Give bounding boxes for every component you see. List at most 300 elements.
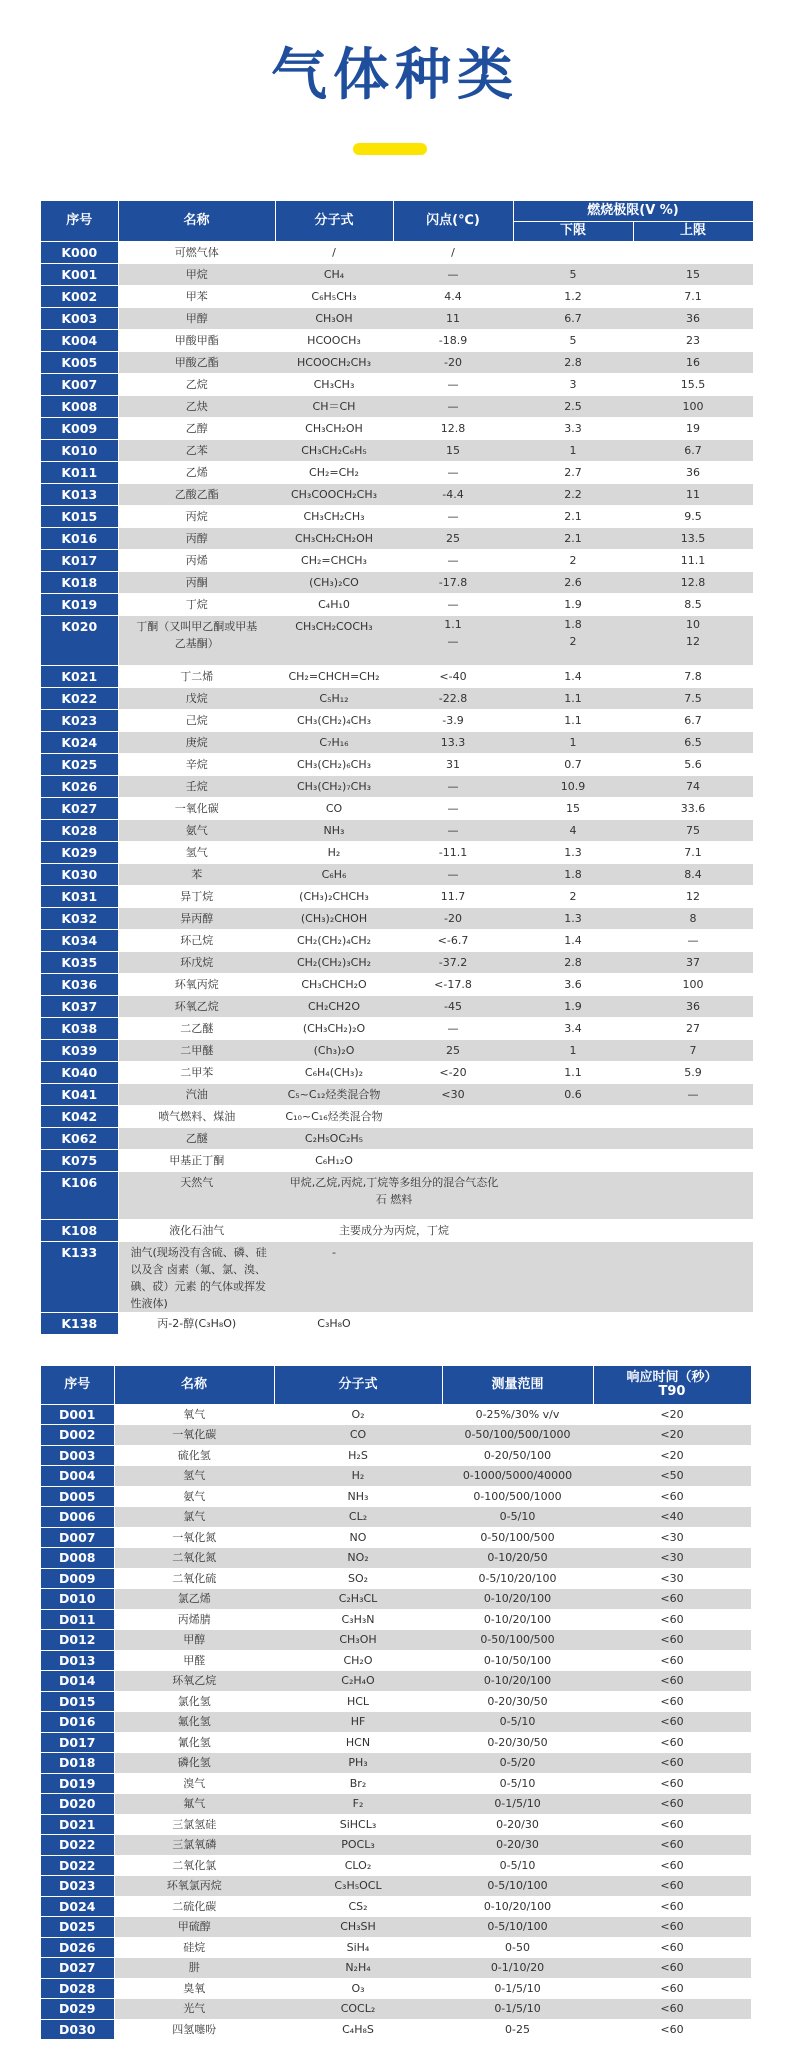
row-formula: POCL₃ bbox=[274, 1835, 442, 1856]
table-row bbox=[41, 1171, 753, 1219]
table-row bbox=[41, 241, 753, 263]
row-id: D030 bbox=[41, 2019, 114, 2040]
col-header-range: 测量范围 bbox=[442, 1366, 593, 1404]
table-row bbox=[41, 1486, 751, 1507]
row-name: 氧气 bbox=[114, 1404, 274, 1425]
row-formula: C₃H₈O bbox=[275, 1312, 393, 1334]
row-name: 氢气 bbox=[118, 841, 275, 863]
row-response-time: <60 bbox=[593, 1917, 751, 1938]
row-response-time: <60 bbox=[593, 1814, 751, 1835]
row-formula: CH₃CH₂COCH₃ bbox=[275, 615, 393, 665]
row-range: 0-1/10/20 bbox=[442, 1958, 593, 1979]
row-name: 肼 bbox=[114, 1958, 274, 1979]
row-name: 乙烷 bbox=[118, 373, 275, 395]
row-response-time: <20 bbox=[593, 1404, 751, 1425]
row-flash-point bbox=[393, 1105, 513, 1127]
row-id: K039 bbox=[41, 1039, 118, 1061]
row-upper-limit: 15.5 bbox=[633, 373, 753, 395]
row-name: 臭氧 bbox=[114, 1978, 274, 1999]
row-id: K003 bbox=[41, 307, 118, 329]
table-row bbox=[41, 709, 753, 731]
row-id: K133 bbox=[41, 1241, 118, 1312]
row-id: K062 bbox=[41, 1127, 118, 1149]
table-row bbox=[41, 995, 753, 1017]
row-name: 环氧氯丙烷 bbox=[114, 1876, 274, 1897]
row-formula: CH₃COOCH₂CH₃ bbox=[275, 483, 393, 505]
row-lower-limit: 1.2 bbox=[513, 285, 633, 307]
row-name: 二氧化氮 bbox=[114, 1548, 274, 1569]
col-header-lower: 下限 bbox=[513, 221, 633, 241]
row-name: 苯 bbox=[118, 863, 275, 885]
row-upper-limit: 16 bbox=[633, 351, 753, 373]
row-flash-point: 31 bbox=[393, 753, 513, 775]
row-lower-limit: 3 bbox=[513, 373, 633, 395]
row-formula: C₄H₈S bbox=[274, 2019, 442, 2040]
row-response-time: <60 bbox=[593, 1753, 751, 1774]
row-id: D018 bbox=[41, 1753, 114, 1774]
row-response-time: <30 bbox=[593, 1527, 751, 1548]
table-row bbox=[41, 1105, 753, 1127]
row-flash-point: -20 bbox=[393, 351, 513, 373]
row-id: D024 bbox=[41, 1896, 114, 1917]
row-flash-point: — bbox=[393, 797, 513, 819]
row-flash-point: <-17.8 bbox=[393, 973, 513, 995]
row-formula: SiH₄ bbox=[274, 1937, 442, 1958]
row-upper-limit: 36 bbox=[633, 307, 753, 329]
row-upper-limit bbox=[633, 1149, 753, 1171]
row-lower-limit: 2.6 bbox=[513, 571, 633, 593]
row-name: 甲酸乙酯 bbox=[118, 351, 275, 373]
row-name: 丁烷 bbox=[118, 593, 275, 615]
row-range: 0-1000/5000/40000 bbox=[442, 1466, 593, 1487]
row-id: K001 bbox=[41, 263, 118, 285]
row-formula: C₅~C₁₂烃类混合物 bbox=[275, 1083, 393, 1105]
row-upper-limit: 100 bbox=[633, 395, 753, 417]
row-name: 一氧化碳 bbox=[114, 1425, 274, 1446]
table-row bbox=[41, 1083, 753, 1105]
row-upper-limit bbox=[633, 1105, 753, 1127]
row-name: 二氧化氯 bbox=[114, 1855, 274, 1876]
row-lower-limit: 1.1 bbox=[513, 687, 633, 709]
row-formula: NO bbox=[274, 1527, 442, 1548]
row-lower-limit bbox=[513, 1312, 633, 1334]
row-lower-limit: 1.4 bbox=[513, 665, 633, 687]
row-id: K035 bbox=[41, 951, 118, 973]
table-row bbox=[41, 1445, 751, 1466]
col-header-upper: 上限 bbox=[633, 221, 753, 241]
row-upper-limit: 5.9 bbox=[633, 1061, 753, 1083]
table-row bbox=[41, 285, 753, 307]
row-response-time: <60 bbox=[593, 1773, 751, 1794]
row-name: 乙醇 bbox=[118, 417, 275, 439]
table-row bbox=[41, 439, 753, 461]
row-flash-point: — bbox=[393, 395, 513, 417]
table-row bbox=[41, 1609, 751, 1630]
row-upper-limit: — bbox=[633, 1083, 753, 1105]
row-upper-limit bbox=[633, 241, 753, 263]
row-range: 0-1/5/10 bbox=[442, 1999, 593, 2020]
row-range: 0-25 bbox=[442, 2019, 593, 2040]
row-id: K037 bbox=[41, 995, 118, 1017]
table-row bbox=[41, 973, 753, 995]
row-id: D005 bbox=[41, 1486, 114, 1507]
row-upper-limit bbox=[633, 1312, 753, 1334]
row-formula: O₂ bbox=[274, 1404, 442, 1425]
row-flash-point bbox=[393, 1312, 513, 1334]
row-range: 0-5/10 bbox=[442, 1773, 593, 1794]
table-row bbox=[41, 1937, 751, 1958]
row-upper-limit bbox=[633, 1127, 753, 1149]
row-formula: (CH₃)₂CHOH bbox=[275, 907, 393, 929]
row-upper-limit-value: 12 bbox=[686, 634, 700, 648]
row-lower-limit bbox=[513, 241, 633, 263]
flammable-gas-table bbox=[41, 201, 754, 1335]
row-id: D015 bbox=[41, 1691, 114, 1712]
row-upper-limit: 6.5 bbox=[633, 731, 753, 753]
row-lower-limit: 4 bbox=[513, 819, 633, 841]
row-range: 0-5/10 bbox=[442, 1712, 593, 1733]
page-title: 气体种类 bbox=[271, 43, 519, 108]
table-row bbox=[41, 1671, 751, 1692]
row-lower-limit: 1 bbox=[513, 439, 633, 461]
row-formula: C₃H₅OCL bbox=[274, 1876, 442, 1897]
table-row bbox=[41, 1773, 751, 1794]
row-id: D003 bbox=[41, 1445, 114, 1466]
row-formula: CH₃SH bbox=[274, 1917, 442, 1938]
row-response-time: <60 bbox=[593, 1937, 751, 1958]
row-response-time: <60 bbox=[593, 1978, 751, 1999]
row-upper-limit: 74 bbox=[633, 775, 753, 797]
row-flash-point: -20 bbox=[393, 907, 513, 929]
row-response-time: <60 bbox=[593, 1712, 751, 1733]
row-id: D008 bbox=[41, 1548, 114, 1569]
row-formula: C₄H₁0 bbox=[275, 593, 393, 615]
row-lower-limit bbox=[513, 1241, 633, 1312]
row-name: 环氧乙烷 bbox=[114, 1671, 274, 1692]
table-row bbox=[41, 329, 753, 351]
row-range: 0-100/500/1000 bbox=[442, 1486, 593, 1507]
row-lower-limit: 1.1 bbox=[513, 1061, 633, 1083]
row-upper-limit: 36 bbox=[633, 461, 753, 483]
row-name: 甲醇 bbox=[118, 307, 275, 329]
row-id: D028 bbox=[41, 1978, 114, 1999]
row-formula: C₃H₃N bbox=[274, 1609, 442, 1630]
row-formula: / bbox=[275, 241, 393, 263]
row-id: K106 bbox=[41, 1171, 118, 1219]
row-formula: Br₂ bbox=[274, 1773, 442, 1794]
row-upper-limit: 33.6 bbox=[633, 797, 753, 819]
row-name: 异丁烷 bbox=[118, 885, 275, 907]
row-id: D021 bbox=[41, 1814, 114, 1835]
row-id: D017 bbox=[41, 1732, 114, 1753]
row-range: 0-20/30/50 bbox=[442, 1691, 593, 1712]
table-row bbox=[41, 373, 753, 395]
row-formula: C₂H₃CL bbox=[274, 1589, 442, 1610]
row-id: K009 bbox=[41, 417, 118, 439]
row-formula: CH₃CH₂CH₃ bbox=[275, 505, 393, 527]
row-range: 0-5/10/20/100 bbox=[442, 1568, 593, 1589]
row-upper-limit: 7.8 bbox=[633, 665, 753, 687]
row-id: K075 bbox=[41, 1149, 118, 1171]
row-id: K031 bbox=[41, 885, 118, 907]
row-formula: CH₂=CH₂ bbox=[275, 461, 393, 483]
row-flash-point: — bbox=[393, 1017, 513, 1039]
table-row bbox=[41, 2019, 751, 2040]
table-row bbox=[41, 1814, 751, 1835]
row-id: D016 bbox=[41, 1712, 114, 1733]
row-formula: C₆H₅CH₃ bbox=[275, 285, 393, 307]
row-flash-point: — bbox=[393, 461, 513, 483]
row-flash-point: -4.4 bbox=[393, 483, 513, 505]
row-lower-limit: 1.8 bbox=[513, 863, 633, 885]
row-formula: CH₃CHCH₂O bbox=[275, 973, 393, 995]
row-name: 二硫化碳 bbox=[114, 1896, 274, 1917]
row-upper-limit: 11.1 bbox=[633, 549, 753, 571]
table-row bbox=[41, 1876, 751, 1897]
row-id: K040 bbox=[41, 1061, 118, 1083]
response-time-t90: T90 bbox=[658, 1383, 686, 1399]
row-id: D012 bbox=[41, 1630, 114, 1651]
row-formula: C₆H₄(CH₃)₂ bbox=[275, 1061, 393, 1083]
row-lower-limit: 2 bbox=[513, 885, 633, 907]
table-row bbox=[41, 615, 753, 665]
row-formula: CH₂O bbox=[274, 1650, 442, 1671]
table-row bbox=[41, 1466, 751, 1487]
row-name: 甲苯 bbox=[118, 285, 275, 307]
row-name: 环氧乙烷 bbox=[118, 995, 275, 1017]
row-lower-limit bbox=[513, 1105, 633, 1127]
title-underline bbox=[353, 143, 427, 155]
table-row bbox=[41, 687, 753, 709]
row-formula: C₂H₄O bbox=[274, 1671, 442, 1692]
row-id: D026 bbox=[41, 1937, 114, 1958]
table-row bbox=[41, 1896, 751, 1917]
col-header-id: 序号 bbox=[41, 1366, 114, 1404]
row-response-time: <60 bbox=[593, 1732, 751, 1753]
row-formula: COCL₂ bbox=[274, 1999, 442, 2020]
row-name: 磷化氢 bbox=[114, 1753, 274, 1774]
table-row bbox=[41, 841, 753, 863]
col-header-response-time bbox=[593, 1366, 751, 1404]
response-time-label: 响应时间（秒） bbox=[626, 1369, 718, 1385]
row-name: 丙酮 bbox=[118, 571, 275, 593]
row-response-time: <60 bbox=[593, 1958, 751, 1979]
row-id: D011 bbox=[41, 1609, 114, 1630]
table-row bbox=[41, 885, 753, 907]
row-id: K002 bbox=[41, 285, 118, 307]
row-formula: HCL bbox=[274, 1691, 442, 1712]
row-response-time: <60 bbox=[593, 1794, 751, 1815]
row-id: D027 bbox=[41, 1958, 114, 1979]
table-row bbox=[41, 1712, 751, 1733]
row-name: 光气 bbox=[114, 1999, 274, 2020]
row-upper-limit: 36 bbox=[633, 995, 753, 1017]
row-name: 丙烯腈 bbox=[114, 1609, 274, 1630]
row-upper-limit: 75 bbox=[633, 819, 753, 841]
row-id: K004 bbox=[41, 329, 118, 351]
row-range: 0-10/50/100 bbox=[442, 1650, 593, 1671]
row-lower-limit: 3.3 bbox=[513, 417, 633, 439]
row-name: 氟化氢 bbox=[114, 1712, 274, 1733]
row-formula: C₆H₁₂O bbox=[275, 1149, 393, 1171]
table-row bbox=[41, 1527, 751, 1548]
row-id: D014 bbox=[41, 1671, 114, 1692]
row-formula: CH₃OH bbox=[275, 307, 393, 329]
row-id: K027 bbox=[41, 797, 118, 819]
row-formula: (CH₃)₂CO bbox=[275, 571, 393, 593]
row-lower-limit: 5 bbox=[513, 263, 633, 285]
row-name: 甲烷 bbox=[118, 263, 275, 285]
row-lower-limit: 10.9 bbox=[513, 775, 633, 797]
row-name: 戊烷 bbox=[118, 687, 275, 709]
row-flash-point: — bbox=[393, 819, 513, 841]
row-lower-limit: 15 bbox=[513, 797, 633, 819]
row-id: K034 bbox=[41, 929, 118, 951]
row-upper-limit: 5.6 bbox=[633, 753, 753, 775]
row-formula: CO bbox=[274, 1425, 442, 1446]
row-id: K008 bbox=[41, 395, 118, 417]
row-upper-limit: 13.5 bbox=[633, 527, 753, 549]
row-formula: - bbox=[275, 1241, 393, 1312]
row-flash-point: — bbox=[393, 549, 513, 571]
row-id: K025 bbox=[41, 753, 118, 775]
row-formula: H₂ bbox=[275, 841, 393, 863]
row-upper-limit: 8.5 bbox=[633, 593, 753, 615]
row-formula: CH₂=CHCH=CH₂ bbox=[275, 665, 393, 687]
row-id: D019 bbox=[41, 1773, 114, 1794]
row-response-time: <60 bbox=[593, 1876, 751, 1897]
row-id: K018 bbox=[41, 571, 118, 593]
row-flash-point: -3.9 bbox=[393, 709, 513, 731]
row-formula: CH₃CH₂CH₂OH bbox=[275, 527, 393, 549]
row-flash-point: 11.7 bbox=[393, 885, 513, 907]
row-formula: H₂S bbox=[274, 1445, 442, 1466]
row-range: 0-10/20/100 bbox=[442, 1671, 593, 1692]
col-header-formula: 分子式 bbox=[274, 1366, 442, 1404]
row-response-time: <30 bbox=[593, 1568, 751, 1589]
row-range: 0-20/30 bbox=[442, 1814, 593, 1835]
table-row bbox=[41, 1507, 751, 1528]
row-lower-limit: 2.8 bbox=[513, 351, 633, 373]
row-lower-limit: 5 bbox=[513, 329, 633, 351]
row-lower-limit: 6.7 bbox=[513, 307, 633, 329]
row-name: 丁酮（又叫甲乙酮或甲基乙基酮） bbox=[118, 615, 275, 665]
row-name: 三氯氢硅 bbox=[114, 1814, 274, 1835]
row-lower-limit: 2.1 bbox=[513, 505, 633, 527]
row-flash-point: -45 bbox=[393, 995, 513, 1017]
row-lower-limit: 1.3 bbox=[513, 907, 633, 929]
row-formula: HF bbox=[274, 1712, 442, 1733]
row-response-time: <60 bbox=[593, 1671, 751, 1692]
row-lower-limit: 1 bbox=[513, 1039, 633, 1061]
table-row bbox=[41, 1855, 751, 1876]
row-upper-limit: 11 bbox=[633, 483, 753, 505]
row-upper-limit: 27 bbox=[633, 1017, 753, 1039]
row-name: 丙烷 bbox=[118, 505, 275, 527]
row-upper-limit: 100 bbox=[633, 973, 753, 995]
row-formula: C₁₀~C₁₆烃类混合物 bbox=[275, 1105, 393, 1127]
row-name: 二乙醚 bbox=[118, 1017, 275, 1039]
col-header-name: 名称 bbox=[114, 1366, 274, 1404]
row-upper-limit: 12.8 bbox=[633, 571, 753, 593]
row-name: 氢气 bbox=[114, 1466, 274, 1487]
table-row bbox=[41, 307, 753, 329]
row-flash-point: 15 bbox=[393, 439, 513, 461]
row-range: 0-1/5/10 bbox=[442, 1794, 593, 1815]
row-id: K017 bbox=[41, 549, 118, 571]
row-formula: N₂H₄ bbox=[274, 1958, 442, 1979]
row-upper-limit: 9.5 bbox=[633, 505, 753, 527]
table-row bbox=[41, 797, 753, 819]
row-flash-point: / bbox=[393, 241, 513, 263]
row-name: 二甲醚 bbox=[118, 1039, 275, 1061]
table-row bbox=[41, 1691, 751, 1712]
table-row bbox=[41, 665, 753, 687]
row-lower-limit: 3.4 bbox=[513, 1017, 633, 1039]
row-upper-limit: 37 bbox=[633, 951, 753, 973]
col-header-flammability-limit: 燃烧极限(V %) bbox=[513, 201, 753, 221]
row-upper-limit: 15 bbox=[633, 263, 753, 285]
row-id: D025 bbox=[41, 1917, 114, 1938]
row-formula: CH₃(CH₂)₇CH₃ bbox=[275, 775, 393, 797]
row-name: 氯化氢 bbox=[114, 1691, 274, 1712]
row-flash-point: 13.3 bbox=[393, 731, 513, 753]
row-lower-limit: 1 bbox=[513, 731, 633, 753]
row-id: K005 bbox=[41, 351, 118, 373]
row-formula: CH₄ bbox=[275, 263, 393, 285]
row-name: 氯气 bbox=[114, 1507, 274, 1528]
row-upper-limit: 7 bbox=[633, 1039, 753, 1061]
row-formula: F₂ bbox=[274, 1794, 442, 1815]
row-name: 乙烯 bbox=[118, 461, 275, 483]
row-formula: CL₂ bbox=[274, 1507, 442, 1528]
table-row bbox=[41, 461, 753, 483]
row-range: 0-50/100/500 bbox=[442, 1630, 593, 1651]
row-response-time: <60 bbox=[593, 1609, 751, 1630]
row-id: K019 bbox=[41, 593, 118, 615]
row-flash-point: 25 bbox=[393, 527, 513, 549]
row-upper-limit: 23 bbox=[633, 329, 753, 351]
row-name: 甲醛 bbox=[114, 1650, 274, 1671]
table-row bbox=[41, 1039, 753, 1061]
row-formula: CH₃(CH₂)₆CH₃ bbox=[275, 753, 393, 775]
table-row bbox=[41, 1127, 753, 1149]
row-range: 0-10/20/100 bbox=[442, 1589, 593, 1610]
col-header-flash-point: 闪点(℃) bbox=[393, 201, 513, 241]
table-row bbox=[41, 775, 753, 797]
row-range: 0-5/10/100 bbox=[442, 1917, 593, 1938]
row-formula: SO₂ bbox=[274, 1568, 442, 1589]
row-name: 氰化氢 bbox=[114, 1732, 274, 1753]
table-row bbox=[41, 1548, 751, 1569]
row-name: 丙烯 bbox=[118, 549, 275, 571]
row-flash-point-value: — bbox=[447, 634, 459, 648]
row-formula: CH₃OH bbox=[274, 1630, 442, 1651]
row-response-time: <20 bbox=[593, 1425, 751, 1446]
row-formula: CH₃(CH₂)₄CH₃ bbox=[275, 709, 393, 731]
row-response-time: <60 bbox=[593, 2019, 751, 2040]
row-name: 天然气 bbox=[118, 1171, 275, 1219]
table-row bbox=[41, 1219, 753, 1241]
row-id: D006 bbox=[41, 1507, 114, 1528]
row-upper-limit: 12 bbox=[633, 885, 753, 907]
row-flash-point: <30 bbox=[393, 1083, 513, 1105]
row-flash-point: <-6.7 bbox=[393, 929, 513, 951]
row-upper-limit: 8 bbox=[633, 907, 753, 929]
row-formula: CH₃CH₂OH bbox=[275, 417, 393, 439]
row-name: 氯乙烯 bbox=[114, 1589, 274, 1610]
row-name: 硫化氢 bbox=[114, 1445, 274, 1466]
